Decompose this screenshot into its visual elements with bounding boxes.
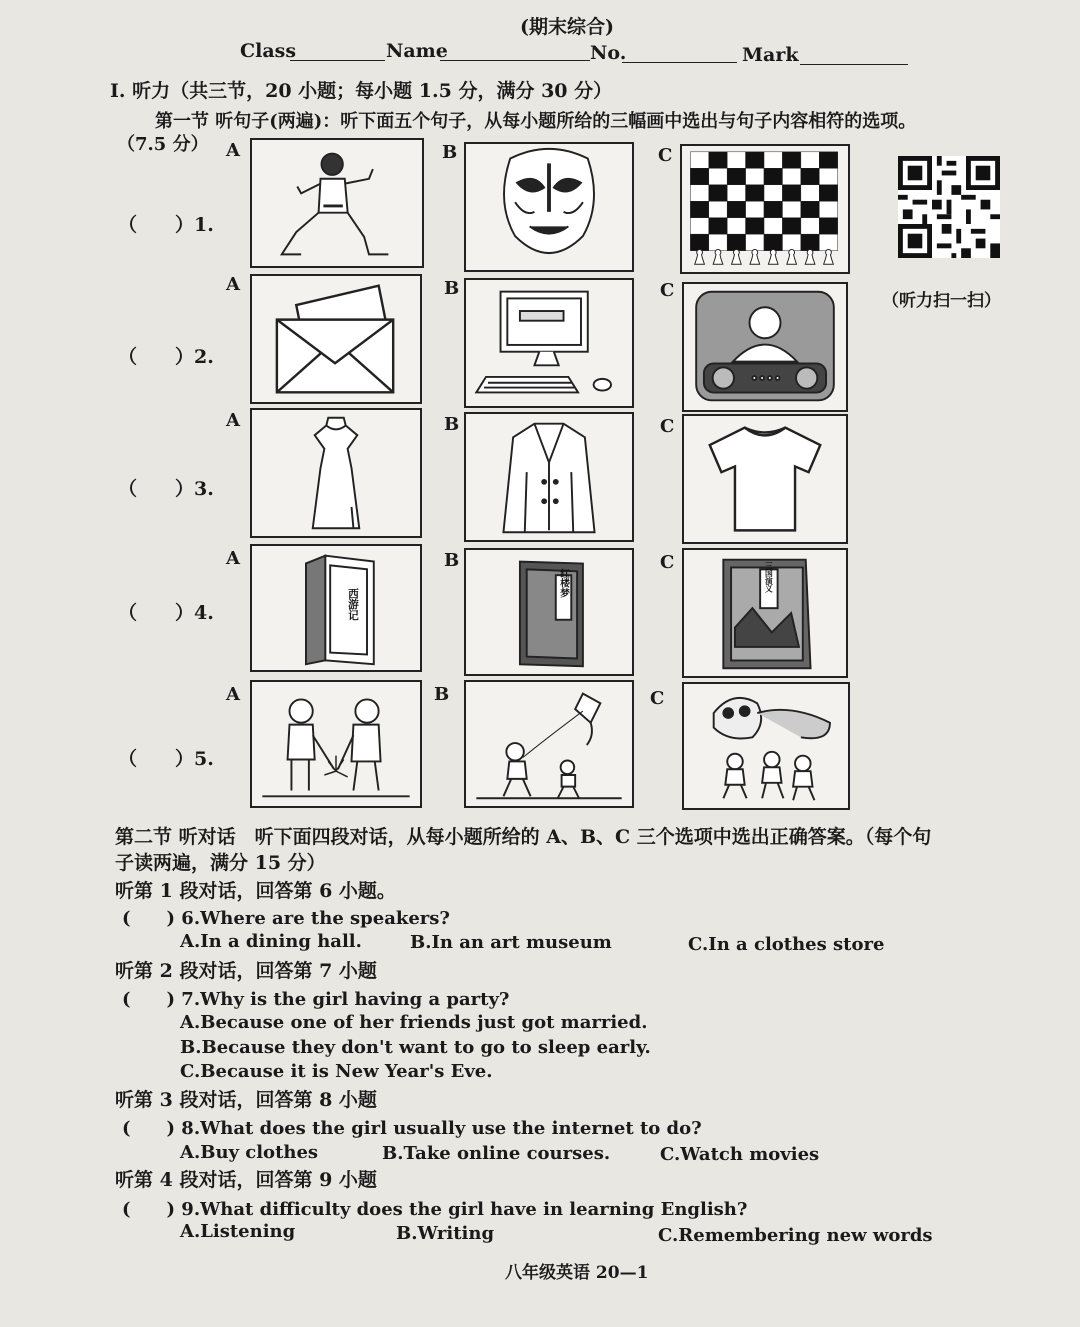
mark-field[interactable]: [800, 64, 908, 65]
q9-option-b[interactable]: B.Writing: [396, 1223, 495, 1244]
book-hongloumeng-picture[interactable]: [464, 548, 634, 676]
q3-letter-c: C: [660, 416, 675, 437]
q9-question[interactable]: ( ) 9.What difficulty does the girl have in learning English?: [122, 1199, 748, 1220]
class-field[interactable]: [290, 60, 385, 61]
q8-option-c[interactable]: C.Watch movies: [660, 1144, 820, 1165]
kungfu-boy-picture[interactable]: [250, 138, 424, 268]
q6-option-c[interactable]: C.In a clothes store: [688, 934, 885, 955]
q2-letter-c: C: [660, 280, 675, 301]
q1-letter-b: B: [442, 142, 458, 163]
q1-letter-c: C: [658, 145, 673, 166]
q2-blank[interactable]: （ ）2.: [118, 346, 214, 368]
q5-letter-c: C: [650, 688, 665, 709]
q4-letter-a: A: [226, 548, 240, 569]
q7-option-a[interactable]: A.Because one of her friends just got married.: [180, 1012, 648, 1033]
q7-option-b[interactable]: B.Because they don't want to go to sleep early.: [180, 1037, 651, 1058]
envelope-picture[interactable]: [250, 274, 422, 404]
qipao-dress-picture[interactable]: [250, 408, 422, 538]
q4-letter-b: B: [444, 550, 460, 571]
section2-title-line2: 子读两遍，满分 15 分）: [115, 852, 326, 874]
q7-question[interactable]: ( ) 7.Why is the girl having a party?: [122, 989, 510, 1010]
q8-option-a[interactable]: A.Buy clothes: [180, 1142, 319, 1163]
exam-subtitle: (期末综合): [520, 16, 614, 38]
qr-caption: （听力扫一扫）: [882, 291, 1001, 311]
section1-title: 第一节 听句子(两遍)：听下面五个句子，从每小题所给的三幅画中选出与句子内容相符的选项。: [155, 111, 917, 132]
page-footer: 八年级英语 20—1: [505, 1263, 649, 1283]
no-label: No.: [590, 42, 627, 64]
fireworks-kids-picture[interactable]: [250, 680, 422, 808]
video-call-picture[interactable]: [682, 282, 848, 412]
mark-label: Mark: [742, 44, 799, 66]
q4-letter-c: C: [660, 552, 675, 573]
lion-dance-picture[interactable]: [682, 682, 850, 810]
q4-blank[interactable]: （ ）4.: [118, 602, 214, 624]
q9-option-c[interactable]: C.Remembering new words: [658, 1225, 933, 1246]
computer-picture[interactable]: [464, 278, 634, 408]
class-label: Class: [240, 40, 297, 62]
section2-title-line1: 第二节 听对话 听下面四段对话，从每小题所给的 A、B、C 三个选项中选出正确答案。（每个句: [115, 826, 932, 848]
t-shirt-picture[interactable]: [682, 414, 848, 544]
q5-letter-a: A: [226, 684, 240, 705]
q5-blank[interactable]: （ ）5.: [118, 748, 214, 770]
dialog4-intro: 听第 4 段对话，回答第 9 小题: [115, 1169, 377, 1191]
section1-score: （7.5 分）: [117, 134, 209, 155]
book-title-sanguo: 三国演义: [764, 561, 774, 593]
q1-blank[interactable]: （ ）1.: [118, 214, 214, 236]
dialog2-intro: 听第 2 段对话，回答第 7 小题: [115, 960, 377, 982]
book-sanguo-picture[interactable]: [682, 548, 848, 678]
name-label: Name: [386, 40, 448, 62]
book-title-hongloumeng: 红楼梦: [558, 568, 570, 598]
q2-letter-a: A: [226, 274, 240, 295]
chess-board-picture[interactable]: [680, 144, 850, 274]
kite-flying-picture[interactable]: [464, 680, 634, 808]
q1-letter-a: A: [226, 140, 240, 161]
q9-option-a[interactable]: A.Listening: [180, 1221, 296, 1242]
no-field[interactable]: [622, 62, 737, 63]
q6-option-a[interactable]: A.In a dining hall.: [180, 931, 362, 952]
q3-letter-b: B: [444, 414, 460, 435]
q6-option-b[interactable]: B.In an art museum: [410, 932, 612, 953]
coat-picture[interactable]: [464, 412, 634, 542]
dialog3-intro: 听第 3 段对话，回答第 8 小题: [115, 1089, 377, 1111]
part1-title: I. 听力（共三节，20 小题；每小题 1.5 分，满分 30 分）: [110, 80, 613, 102]
q8-option-b[interactable]: B.Take online courses.: [382, 1143, 611, 1164]
dialog1-intro: 听第 1 段对话，回答第 6 小题。: [115, 880, 396, 902]
q3-blank[interactable]: （ ）3.: [118, 478, 214, 500]
q8-question[interactable]: ( ) 8.What does the girl usually use the internet to do?: [122, 1118, 702, 1139]
qr-code-icon[interactable]: [898, 156, 1000, 258]
name-field[interactable]: [440, 60, 590, 61]
book-xiyouji-picture[interactable]: [250, 544, 422, 672]
q3-letter-a: A: [226, 410, 240, 431]
q6-question[interactable]: ( ) 6.Where are the speakers?: [122, 908, 450, 929]
q5-letter-b: B: [434, 684, 450, 705]
q7-option-c[interactable]: C.Because it is New Year's Eve.: [180, 1061, 493, 1082]
book-title-xiyouji: 西游记: [346, 588, 360, 621]
q2-letter-b: B: [444, 278, 460, 299]
opera-mask-picture[interactable]: [464, 142, 634, 272]
